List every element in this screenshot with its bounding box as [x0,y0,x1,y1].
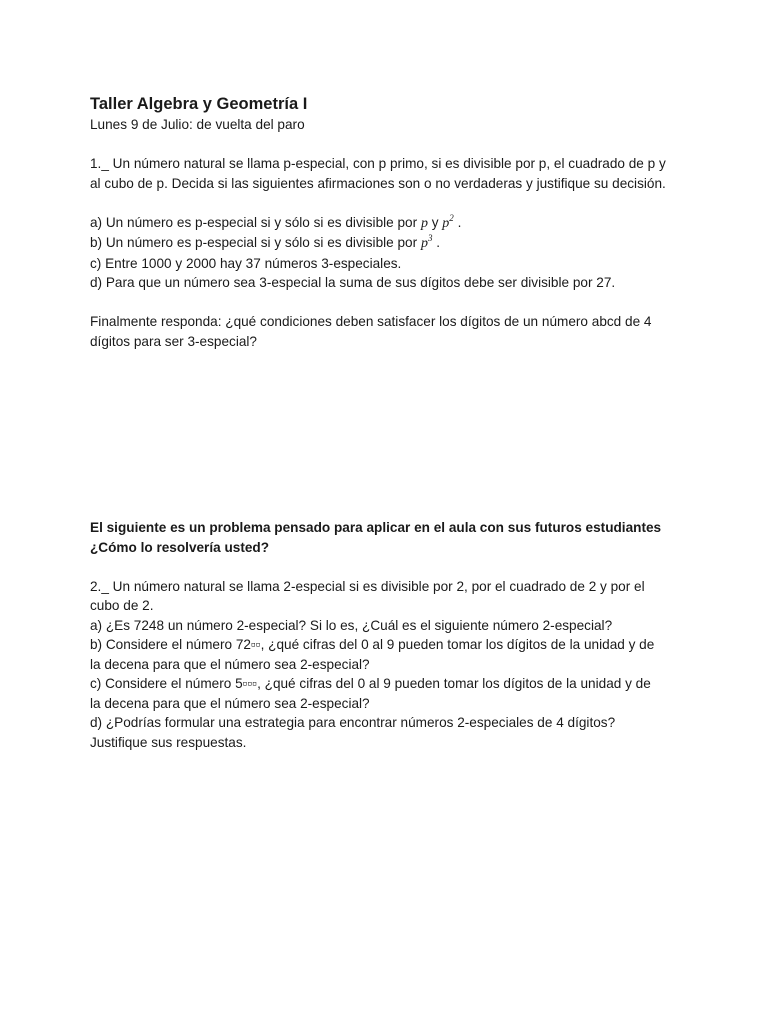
problem-intro-line2: ¿Cómo lo resolvería usted? [90,539,270,555]
q2-intro-line2: cubo de 2. [90,598,154,613]
q2-item-c-line2: la decena para que el número sea 2-especial? [90,695,370,711]
q1-item-b-math-exp: 3 [427,233,433,243]
q1-item-a-math-p2 [442,212,454,231]
q1-item-a-text: a) Un número es p-especial si y sólo si es divisible por [90,214,418,230]
q1-item-a [90,213,690,234]
q1-item-d: d) Para que un número sea 3-especial la suma de sus dígitos debe ser divisible por 27. [90,275,616,290]
q1-item-b-math-p3 [420,233,433,251]
q2-item-a: a) ¿Es 7248 un número 2-especial? Si lo es, ¿Cuál es el siguiente número 2-especial? [90,617,613,633]
q1-item-b-math-base: p [420,236,428,251]
document-subtitle: Lunes 9 de Julio: de vuelta del paro [90,117,305,132]
q2-item-b-line1: b) Considere el número 72▫▫, ¿qué cifras del 0 al 9 pueden tomar los dígitos de la unidad y de [90,637,655,652]
q1-intro-line2: al cubo de p. Decida si las siguientes afirmaciones son o no verdaderas y justifique su decisión. [90,175,666,191]
problem-intro-line1: El siguiente es un problema pensado para aplicar en el aula con sus futuros estudiantes [90,520,662,535]
q2-item-d-line2: Justifique sus respuestas. [90,734,247,750]
q1-item-a-math-p2-exp: 2 [449,212,454,223]
q1-item-a-math-p2-base: p [442,215,450,231]
q1-final-line1: Finalmente responda: ¿qué condiciones deben satisfacer los dígitos de un número abcd de 4 [90,314,652,329]
q2-intro-line1: 2._ Un número natural se llama 2-especial si es divisible por 2, por el cuadrado de 2 y por el [90,578,645,594]
q1-item-a-end: . [457,214,462,230]
document-title: Taller Algebra y Geometría I [90,95,308,113]
q1-item-b-end: . [436,235,440,250]
q2-item-d-line1: d) ¿Podrías formular una estrategia para encontrar números 2-especiales de 4 dígitos? [90,715,616,730]
document-content [90,93,690,752]
q1-final-line2: dígitos para ser 3-especial? [90,333,257,349]
q1-intro-line1: 1._ Un número natural se llama p-especial, con p primo, si es divisible por p, el cuadrado de p y [90,156,666,171]
q1-item-a-math-p: p [420,215,428,231]
q2-item-b-line2: la decena para que el número sea 2-especial? [90,656,370,672]
q1-item-a-math-y: y [431,214,439,230]
q1-item-c: c) Entre 1000 y 2000 hay 37 números 3-especiales. [90,255,402,271]
q1-item-b-text: b) Un número es p-especial si y sólo si es divisible por [90,235,418,250]
q1-item-b [90,233,690,254]
q2-item-c-line1: c) Considere el número 5▫▫▫, ¿qué cifras del 0 al 9 pueden tomar los dígitos de la unidad y de [90,676,651,691]
